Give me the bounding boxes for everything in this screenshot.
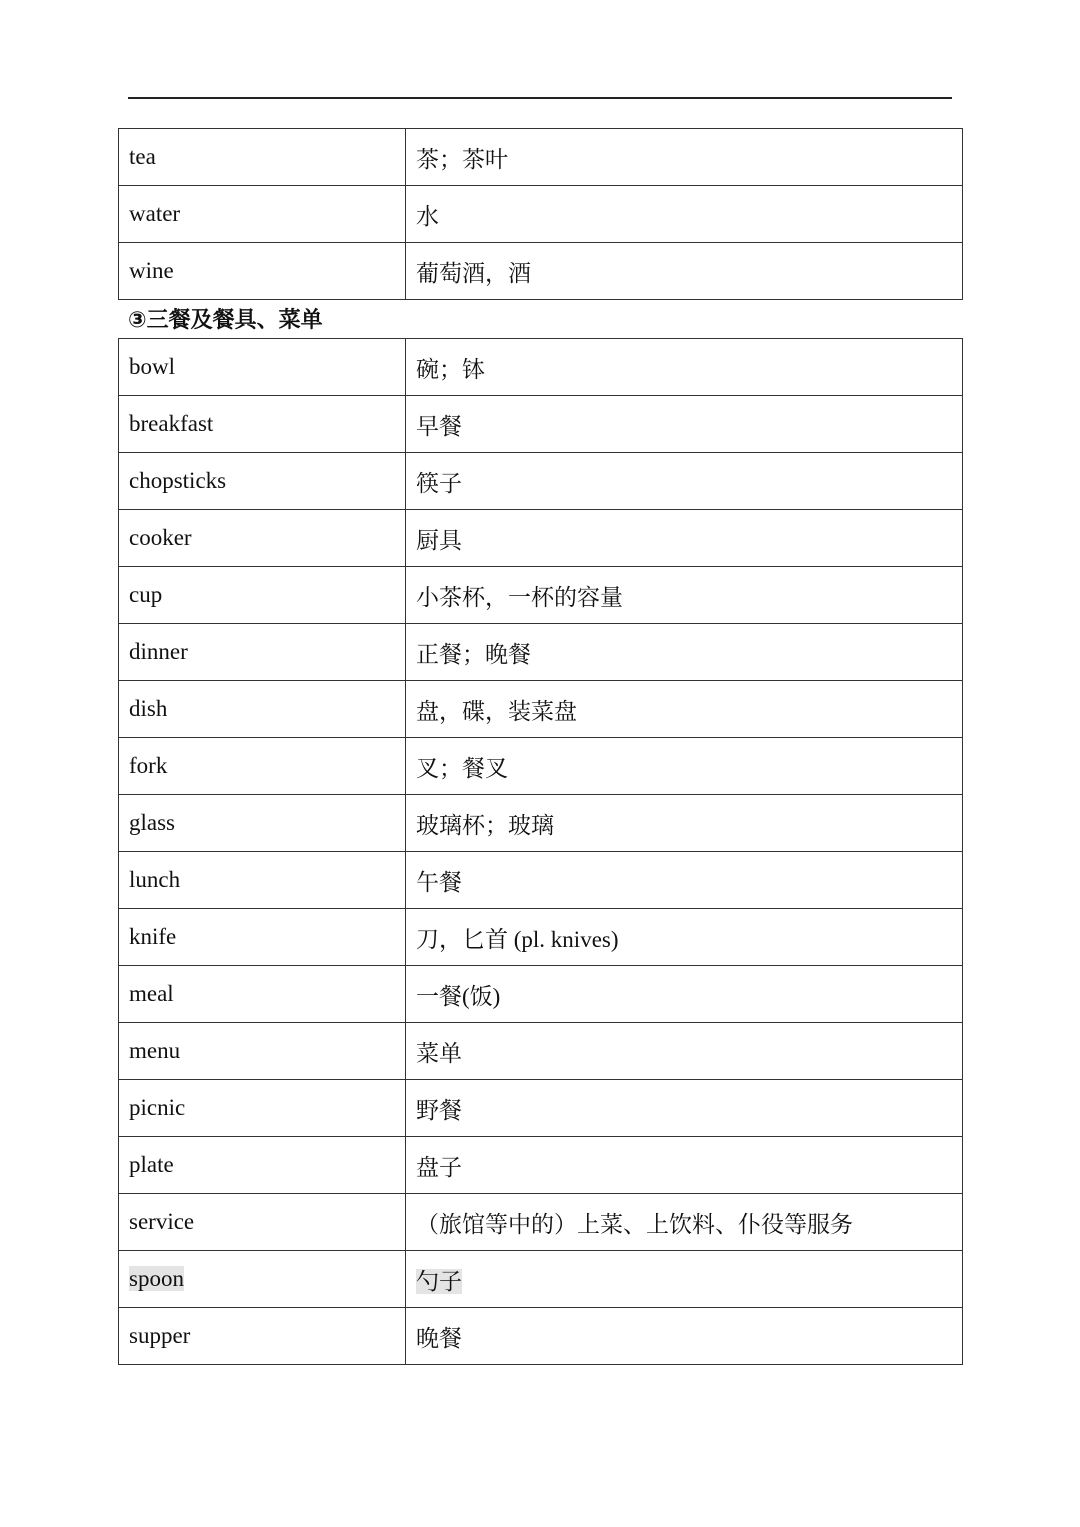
table-row bbox=[119, 852, 963, 909]
meaning-cell: 早餐 bbox=[406, 396, 963, 453]
header-rule bbox=[128, 97, 952, 99]
word-cell: knife bbox=[119, 909, 406, 966]
table-row bbox=[119, 453, 963, 510]
table-row bbox=[119, 738, 963, 795]
word-cell: lunch bbox=[119, 852, 406, 909]
meaning-cell: 碗；钵 bbox=[406, 339, 963, 396]
section-heading: ③三餐及餐具、菜单 bbox=[128, 308, 323, 333]
meaning-cell: 晚餐 bbox=[406, 1308, 963, 1365]
word-cell: plate bbox=[119, 1137, 406, 1194]
table-row bbox=[119, 1023, 963, 1080]
word-cell: fork bbox=[119, 738, 406, 795]
table-row bbox=[119, 186, 963, 243]
meaning-cell: 菜单 bbox=[406, 1023, 963, 1080]
meaning-cell: 小茶杯，一杯的容量 bbox=[406, 567, 963, 624]
meaning-cell: 茶；茶叶 bbox=[406, 129, 963, 186]
table-row bbox=[119, 510, 963, 567]
meaning-cell bbox=[406, 1251, 963, 1308]
table-row bbox=[119, 339, 963, 396]
word-cell: wine bbox=[119, 243, 406, 300]
word-cell: water bbox=[119, 186, 406, 243]
meaning-cell: 正餐；晚餐 bbox=[406, 624, 963, 681]
table-row bbox=[119, 1080, 963, 1137]
highlighted-word: spoon bbox=[129, 1266, 184, 1291]
table-row bbox=[119, 243, 963, 300]
word-cell: glass bbox=[119, 795, 406, 852]
meaning-cell: 野餐 bbox=[406, 1080, 963, 1137]
word-cell: supper bbox=[119, 1308, 406, 1365]
meaning-cell: 刀，匕首 (pl. knives) bbox=[406, 909, 963, 966]
word-cell: picnic bbox=[119, 1080, 406, 1137]
vocab-table-meals bbox=[118, 338, 963, 1365]
word-cell: breakfast bbox=[119, 396, 406, 453]
table-row bbox=[119, 1308, 963, 1365]
meaning-cell: 午餐 bbox=[406, 852, 963, 909]
word-cell: menu bbox=[119, 1023, 406, 1080]
table-row bbox=[119, 624, 963, 681]
meaning-cell: 盘，碟，装菜盘 bbox=[406, 681, 963, 738]
meaning-cell: 一餐(饭) bbox=[406, 966, 963, 1023]
word-cell: tea bbox=[119, 129, 406, 186]
word-cell: cup bbox=[119, 567, 406, 624]
meaning-cell: 叉；餐叉 bbox=[406, 738, 963, 795]
word-cell: service bbox=[119, 1194, 406, 1251]
table-row bbox=[119, 681, 963, 738]
table-row bbox=[119, 795, 963, 852]
meaning-cell: 盘子 bbox=[406, 1137, 963, 1194]
meaning-cell: 水 bbox=[406, 186, 963, 243]
table-row bbox=[119, 567, 963, 624]
meaning-cell: 筷子 bbox=[406, 453, 963, 510]
table-row bbox=[119, 1194, 963, 1251]
meaning-cell: （旅馆等中的）上菜、上饮料、仆役等服务 bbox=[406, 1194, 963, 1251]
meaning-cell: 玻璃杯；玻璃 bbox=[406, 795, 963, 852]
highlighted-meaning: 勺子 bbox=[416, 1268, 462, 1294]
table-row bbox=[119, 966, 963, 1023]
word-cell: dish bbox=[119, 681, 406, 738]
word-cell bbox=[119, 1251, 406, 1308]
meaning-cell: 葡萄酒，酒 bbox=[406, 243, 963, 300]
meaning-cell: 厨具 bbox=[406, 510, 963, 567]
table-row bbox=[119, 1251, 963, 1308]
table-row bbox=[119, 396, 963, 453]
table-row bbox=[119, 1137, 963, 1194]
word-cell: chopsticks bbox=[119, 453, 406, 510]
word-cell: dinner bbox=[119, 624, 406, 681]
word-cell: meal bbox=[119, 966, 406, 1023]
word-cell: cooker bbox=[119, 510, 406, 567]
table-row bbox=[119, 909, 963, 966]
word-cell: bowl bbox=[119, 339, 406, 396]
table-row bbox=[119, 129, 963, 186]
vocab-table-drinks bbox=[118, 128, 963, 300]
